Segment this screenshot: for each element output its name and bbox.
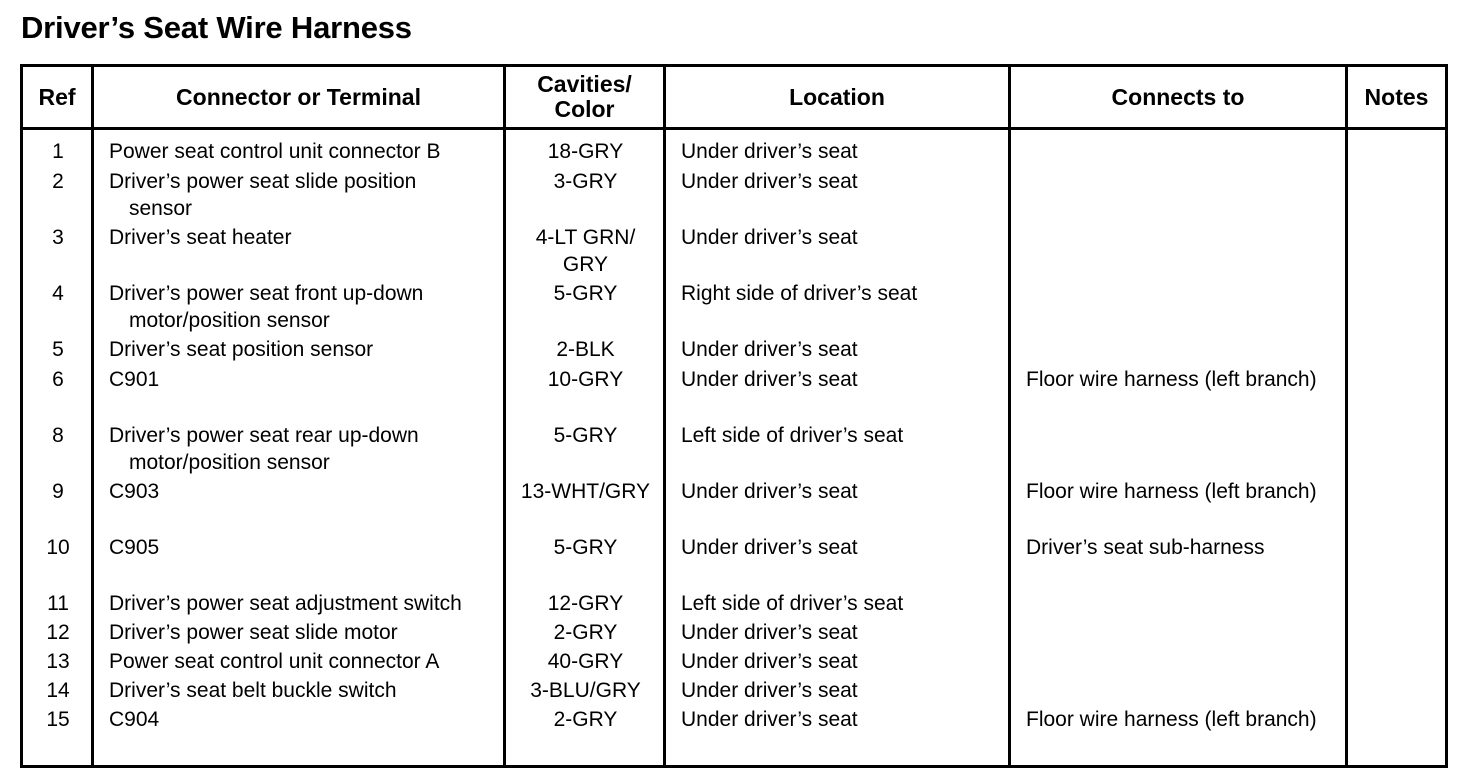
connector-line: Driver’s power seat rear up-down [109, 424, 419, 447]
cavities-line: 5-GRY [553, 536, 618, 559]
connector-line: C901 [109, 368, 160, 391]
row-cavities [506, 534, 665, 561]
row-connector [109, 619, 398, 646]
column-divider [1008, 67, 1011, 765]
row-cavities [506, 590, 665, 617]
connector-line: motor/position sensor [129, 451, 330, 474]
row-connector [109, 422, 419, 476]
row-connects-to: Floor wire harness (left branch) [1026, 480, 1317, 503]
connector-line: Driver’s seat belt buckle switch [109, 679, 397, 702]
row-ref: 2 [52, 170, 64, 193]
row-connector [109, 366, 159, 393]
row-location: Under driver’s seat [681, 650, 858, 673]
row-ref: 11 [47, 592, 69, 615]
column-divider [1345, 67, 1348, 765]
connector-line: Driver’s power seat adjustment switch [109, 592, 462, 615]
cavities-line: 2-GRY [553, 621, 618, 644]
row-connector [109, 677, 397, 704]
cavities-line: 10-GRY [547, 368, 624, 391]
row-cavities [506, 168, 665, 195]
cavities-line: 3-GRY [553, 170, 618, 193]
connector-line: Power seat control unit connector A [109, 650, 440, 673]
row-location: Under driver’s seat [681, 679, 858, 702]
header-connector: Connector or Terminal [176, 83, 421, 110]
cavities-line: 5-GRY [553, 424, 618, 447]
connector-line: C905 [109, 536, 160, 559]
wire-harness-table [20, 64, 1448, 768]
row-ref: 13 [46, 650, 70, 673]
connector-line: Driver’s power seat slide position [109, 170, 417, 193]
row-connector [109, 648, 439, 675]
connector-line: Driver’s power seat slide motor [109, 621, 398, 644]
header-cavities [506, 67, 663, 127]
cavities-line: 2-GRY [553, 708, 618, 731]
row-location: Under driver’s seat [681, 170, 858, 193]
row-cavities [506, 706, 665, 733]
row-ref: 6 [52, 368, 64, 391]
row-cavities [506, 224, 665, 278]
connector-line: Driver’s seat heater [109, 226, 292, 249]
connector-line: C903 [109, 480, 160, 503]
cavities-line: 3-BLU/GRY [530, 679, 641, 702]
row-location: Under driver’s seat [681, 536, 858, 559]
header-divider [23, 127, 1445, 130]
cavities-line: 4-LT GRN/ [535, 226, 636, 249]
connector-line: C904 [109, 708, 160, 731]
row-location: Under driver’s seat [681, 621, 858, 644]
cavities-line: 18-GRY [547, 140, 624, 163]
row-connector [109, 138, 441, 165]
page-title: Driver’s Seat Wire Harness [21, 10, 412, 45]
row-ref: 9 [52, 480, 64, 503]
row-ref: 10 [46, 536, 70, 559]
cavities-line: 5-GRY [553, 282, 618, 305]
row-cavities [506, 478, 665, 505]
connector-line: motor/position sensor [129, 309, 330, 332]
cavities-line: 2-BLK [556, 338, 615, 361]
row-connects-to: Floor wire harness (left branch) [1026, 708, 1317, 731]
row-ref: 1 [52, 140, 64, 163]
row-ref: 3 [52, 226, 64, 249]
row-location: Under driver’s seat [681, 708, 858, 731]
cavities-line: 40-GRY [547, 650, 624, 673]
row-connector [109, 336, 373, 363]
row-cavities [506, 336, 665, 363]
row-location: Under driver’s seat [681, 226, 858, 249]
row-cavities [506, 648, 665, 675]
row-connector [109, 534, 159, 561]
header-ref: Ref [38, 83, 76, 110]
row-ref: 14 [46, 679, 70, 702]
header-location: Location [789, 83, 885, 110]
row-location: Under driver’s seat [681, 480, 858, 503]
cavities-line: 13-WHT/GRY [520, 480, 651, 503]
row-location: Under driver’s seat [681, 338, 858, 361]
row-ref: 15 [46, 708, 70, 731]
row-cavities [506, 619, 665, 646]
row-ref: 12 [46, 621, 70, 644]
row-connects-to: Floor wire harness (left branch) [1026, 368, 1317, 391]
row-cavities [506, 422, 665, 449]
row-location: Under driver’s seat [681, 140, 858, 163]
header-connects-to: Connects to [1111, 83, 1245, 110]
row-ref: 4 [52, 282, 64, 305]
row-location: Right side of driver’s seat [681, 282, 918, 305]
row-connector [109, 224, 291, 251]
row-cavities [506, 138, 665, 165]
header-cavities-line2: Color [554, 96, 615, 122]
cavities-line: GRY [562, 253, 609, 276]
row-connector [109, 478, 159, 505]
row-cavities [506, 677, 665, 704]
row-connects-to: Driver’s seat sub-harness [1026, 536, 1265, 559]
row-cavities [506, 280, 665, 307]
cavities-line: 12-GRY [547, 592, 624, 615]
connector-line: Driver’s power seat front up-down [109, 282, 424, 305]
row-location: Left side of driver’s seat [681, 592, 904, 615]
row-location: Left side of driver’s seat [681, 424, 904, 447]
header-cavities-line1: Cavities/ [537, 71, 632, 97]
row-location: Under driver’s seat [681, 368, 858, 391]
row-connector [109, 280, 423, 334]
row-cavities [506, 366, 665, 393]
row-ref: 5 [52, 338, 64, 361]
row-ref: 8 [52, 424, 64, 447]
connector-line: Driver’s seat position sensor [109, 338, 374, 361]
connector-line: Power seat control unit connector B [109, 140, 441, 163]
header-notes: Notes [1364, 83, 1429, 110]
connector-line: sensor [129, 197, 193, 220]
row-connector [109, 590, 462, 617]
row-connector [109, 168, 416, 222]
row-connector [109, 706, 159, 733]
